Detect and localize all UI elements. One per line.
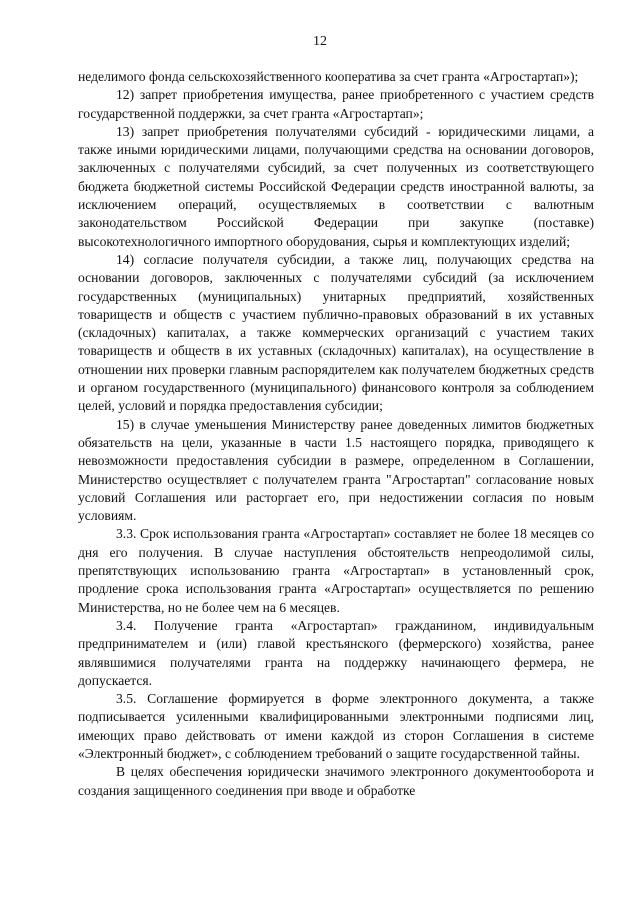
paragraph-e-doc-flow: В целях обеспечения юридически значимого электронного документооборота и создания защищенного соединения при вводе и обработке — [78, 764, 594, 798]
paragraph-continuation: неделимого фонда сельскохозяйственного кооператива за счет гранта «Агростартап»); — [78, 69, 579, 84]
paragraph-3-4: 3.4. Получение гранта «Агростартап» гражданином, индивидуальным предпринимателем и (или) главой крестьянского (фермерского) хозяйства, ранее являвшимися получателями гранта на поддержку начинающего фермера, не допускается. — [78, 617, 594, 688]
paragraph-item-14: 14) согласие получателя субсидии, а также лиц, получающих средства на основании договоров, заключенных с получателями субсидий (за исключением государственных (муниципальных) унитарных предприятий, хозяйственных товариществ и обществ с участием публично-правовых образований в их уставных (складочных) капиталах, а также коммерческих организаций с участием таких товариществ и обществ в их уставных (складочных) капиталах), на осуществление в отношении них проверки главным распорядителем как получателем бюджетных средств и органом государственного (муниципального) финансового контроля за соблюдением целей, условий и порядка предоставления субсидии; — [78, 251, 594, 414]
paragraph-3-3: 3.3. Срок использования гранта «Агростартап» составляет не более 18 месяцев со дня его получения. В случае наступления обстоятельств непреодолимой силы, препятствующих использованию гранта «Агростартап» в установленный срок, продление срока использования гранта «Агростартап» осуществляется по решению Министерства, но не более чем на 6 месяцев. — [78, 526, 594, 615]
document-body — [78, 68, 594, 800]
paragraph-3-5: 3.5. Соглашение формируется в форме электронного документа, а также подписывается усиленными квалифицированными электронными подписями лиц, имеющих право действовать от имени каждой из сторон Соглашения в системе «Электронный бюджет», с соблюдением требований о защите государственной тайны. — [78, 691, 594, 761]
paragraph-item-13: 13) запрет приобретения получателями субсидий - юридическими лицами, а также иными юридическими лицами, получающими средства на основании договоров, заключенных с получателями субсидий, за счет полученных из соответствующего бюджета бюджетной системы Российской Федерации средств иностранной валюты, за исключением операций, осуществляемых в соответствии с валютным законодательством Российской Федерации при закупке (поставке) высокотехнологичного импортного оборудования, сырья и комплектующих изделий; — [78, 123, 594, 249]
paragraph-item-12: 12) запрет приобретения имущества, ранее приобретенного с участием средств государственной поддержки, за счет гранта «Агростартап»; — [78, 87, 594, 121]
paragraph-item-15: 15) в случае уменьшения Министерству ранее доведенных лимитов бюджетных обязательств на цели, указанные в части 1.5 настоящего порядка, приводящего к невозможности предоставления субсидии в размере, определенном в Соглашении, Министерство осуществляет с получателем гранта "Агростартап" согласование новых условий Соглашения или расторгает его, при недостижении согласия по новым условиям. — [78, 416, 594, 524]
page-number: 12 — [313, 34, 327, 49]
